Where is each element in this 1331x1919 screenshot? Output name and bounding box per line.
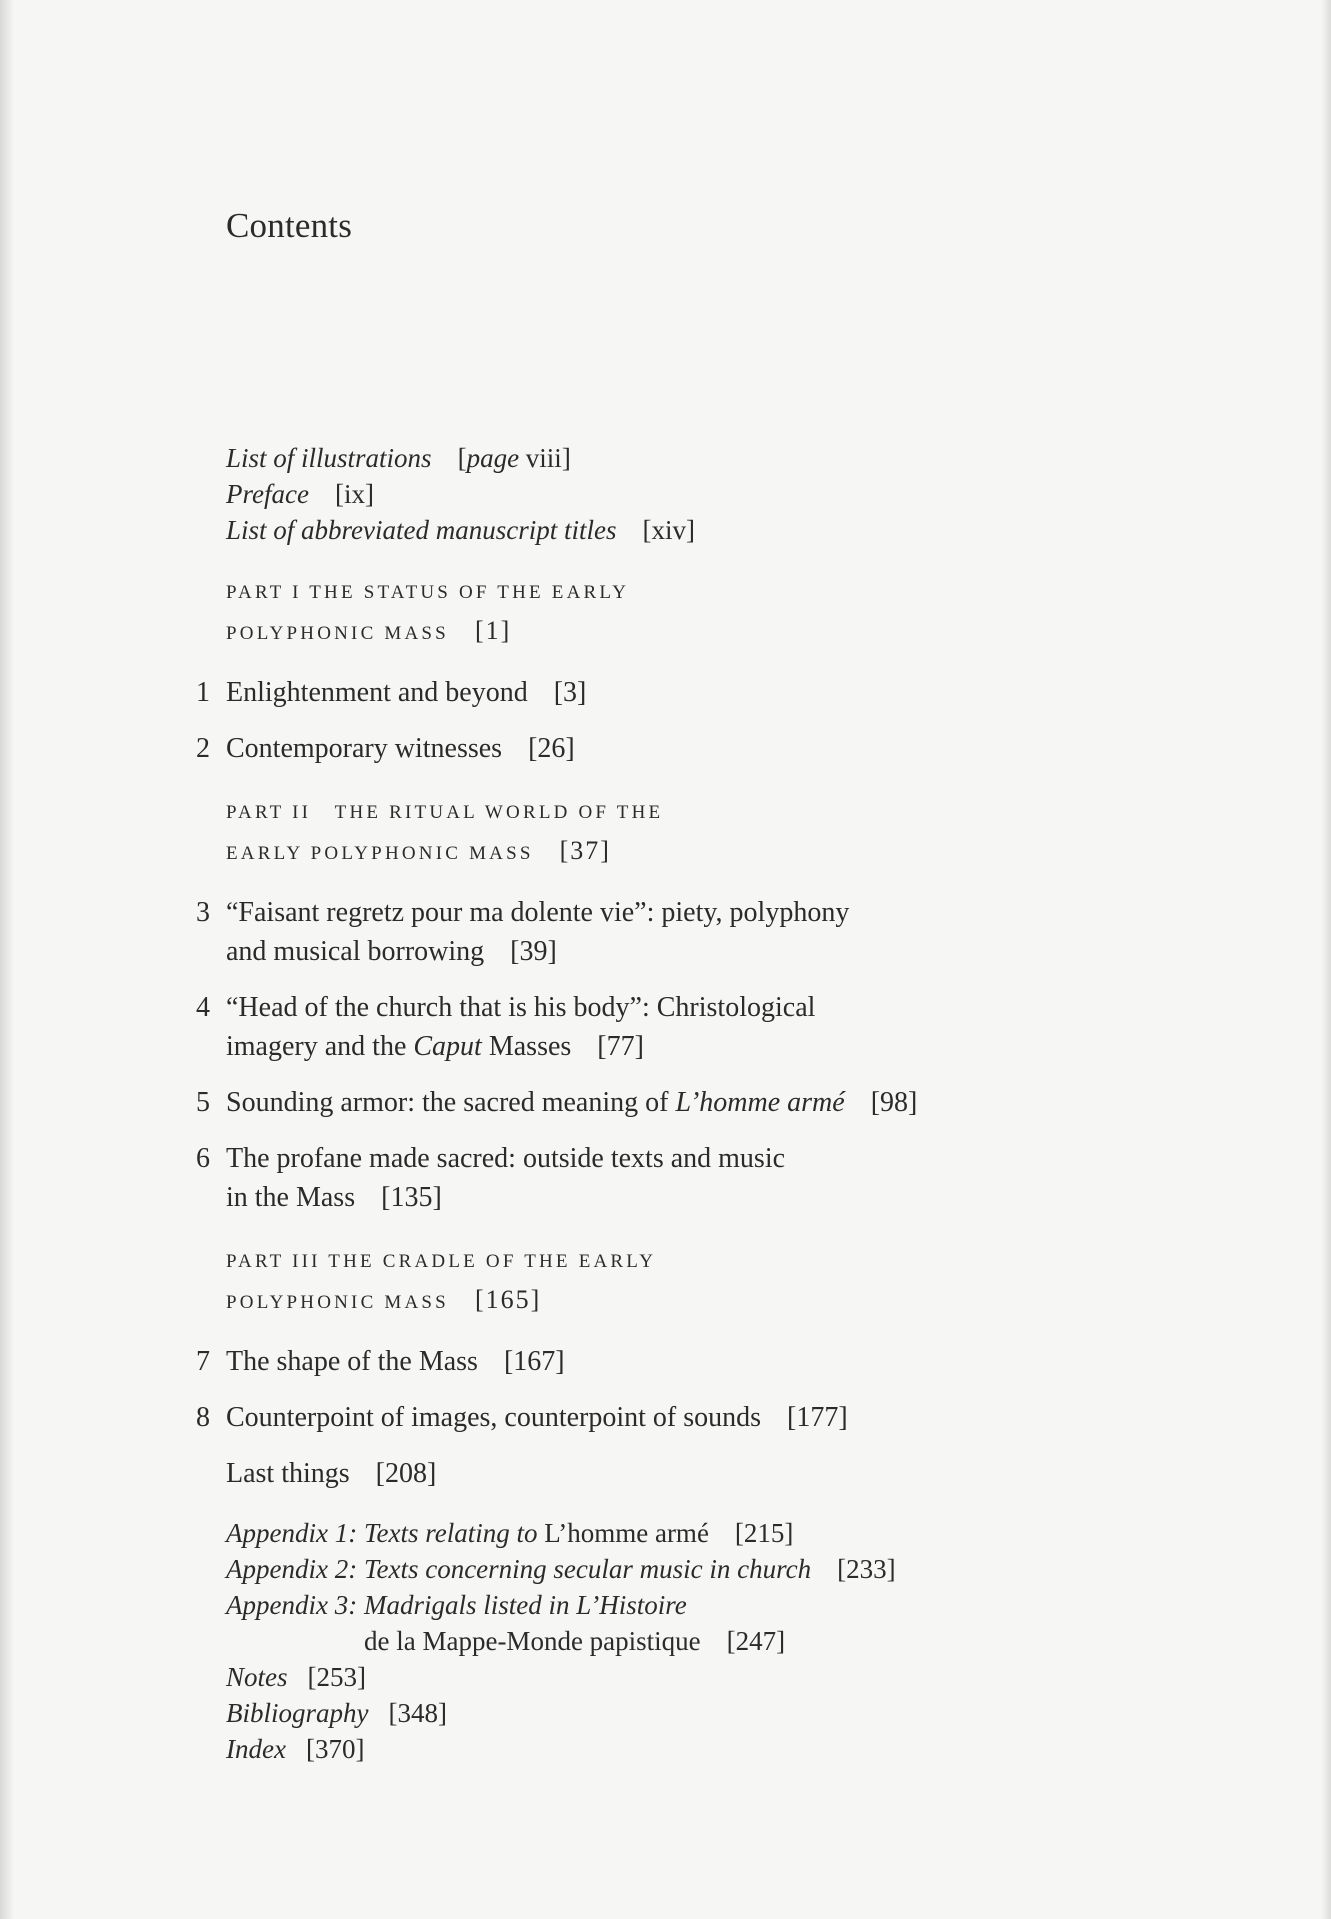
part-heading-line: EARLY POLYPHONIC MASS <box>226 843 534 864</box>
page-number: 3 <box>563 677 578 708</box>
entry-page: [xiv] <box>642 515 696 545</box>
table-of-contents <box>196 440 1226 1767</box>
toc-entry-appendix-3-cont <box>226 1623 1226 1659</box>
chapter-number: 7 <box>196 1346 210 1377</box>
toc-entry-appendix-3[interactable] <box>226 1587 1226 1623</box>
front-matter <box>226 440 1226 548</box>
page-number: 39 <box>519 936 548 967</box>
page-number: 165 <box>485 1285 531 1314</box>
entry-title: List of illustrations <box>226 443 432 473</box>
entry-page: [77] <box>597 1031 644 1062</box>
toc-entry-index[interactable] <box>226 1731 1226 1767</box>
page-number: ix <box>343 479 365 509</box>
page-number: 177 <box>796 1402 839 1433</box>
page-number: 233 <box>846 1554 887 1584</box>
entry-title: List of abbreviated manuscript titles <box>226 515 617 545</box>
page-number: 247 <box>735 1626 777 1656</box>
page-number: 348 <box>397 1698 438 1728</box>
toc-entry-illustrations[interactable] <box>226 440 1226 476</box>
page-label: page <box>466 443 520 473</box>
toc-entry-notes[interactable] <box>226 1659 1226 1695</box>
toc-entry-abbreviations[interactable] <box>226 512 1226 548</box>
entry-page: [177] <box>787 1402 848 1433</box>
part-heading-line: PART III THE CRADLE OF THE EARLY <box>226 1251 657 1272</box>
chapter-title-line: “Faisant regretz pour ma dolente vie”: piety, polyphony <box>226 897 850 928</box>
page-number: 98 <box>880 1087 909 1118</box>
toc-chapter-4[interactable] <box>196 988 1226 1066</box>
entry-title-italic: Appendix 1: Texts relating to <box>226 1518 538 1548</box>
chapter-number: 3 <box>196 897 210 928</box>
entry-page: [26] <box>528 733 575 764</box>
entry-page: [98] <box>870 1087 918 1118</box>
chapter-title: Contemporary witnesses <box>226 733 503 764</box>
entry-page: [165] <box>474 1285 542 1314</box>
entry-page: [348] <box>388 1698 447 1728</box>
chapter-number: 6 <box>196 1143 210 1174</box>
chapter-title: Sounding armor: the sacred meaning of <box>226 1087 676 1118</box>
entry-page: [370] <box>305 1734 365 1764</box>
toc-entry-bibliography[interactable] <box>226 1695 1226 1731</box>
entry-page: [208] <box>375 1458 437 1489</box>
entry-page: [253] <box>307 1662 367 1692</box>
chapter-title: The shape of the Mass <box>226 1346 478 1377</box>
entry-page: [233] <box>837 1554 896 1584</box>
entry-page: [167] <box>503 1346 565 1377</box>
entry-title: Bibliography <box>226 1698 369 1728</box>
part-heading-3[interactable] <box>226 1243 1226 1322</box>
entry-title: Appendix 2: Texts concerning secular music in church <box>226 1554 812 1584</box>
entry-title: Last things <box>226 1458 350 1489</box>
entry-title-roman: L’homme armé <box>537 1518 709 1548</box>
entry-title: Notes <box>226 1662 288 1692</box>
toc-chapter-6[interactable] <box>196 1139 1226 1217</box>
chapter-number: 4 <box>196 992 210 1023</box>
back-matter <box>226 1515 1226 1767</box>
chapter-number: 5 <box>196 1087 210 1118</box>
entry-page: [3] <box>553 677 587 708</box>
entry-title-continued: de la Mappe-Monde papistique <box>364 1626 701 1656</box>
toc-chapter-2[interactable] <box>196 729 1226 768</box>
page-number: 77 <box>606 1031 635 1062</box>
page-number: 253 <box>316 1662 358 1692</box>
page-number: 370 <box>314 1734 356 1764</box>
toc-entry-last-things[interactable] <box>226 1454 1226 1493</box>
part-heading-line: POLYPHONIC MASS <box>226 623 449 644</box>
page-number: 135 <box>390 1182 433 1213</box>
entry-page: [135] <box>381 1182 442 1213</box>
part-heading-1[interactable] <box>226 574 1226 653</box>
chapter-title-line: in the Mass <box>226 1182 356 1213</box>
toc-chapter-3[interactable] <box>196 893 1226 971</box>
chapter-title-italic: Caput <box>413 1031 482 1062</box>
page-number: 167 <box>513 1346 556 1377</box>
chapter-number: 8 <box>196 1402 210 1433</box>
page-edge-left <box>0 0 14 1919</box>
part-heading-line: PART I THE STATUS OF THE EARLY <box>226 582 630 603</box>
entry-page: [39] <box>510 936 557 967</box>
chapter-title-line: “Head of the church that is his body”: Christological <box>226 992 816 1023</box>
entry-page: [ix] <box>334 479 374 509</box>
page-edge-right <box>1321 0 1331 1919</box>
entry-page: [37] <box>559 836 611 865</box>
entry-page: [247] <box>726 1626 786 1656</box>
entry-title: Preface <box>226 479 309 509</box>
toc-chapter-8[interactable] <box>196 1398 1226 1437</box>
entry-title: Appendix 3: Madrigals listed in L’Histoire <box>226 1590 687 1620</box>
chapter-title: Enlightenment and beyond <box>226 677 528 708</box>
part-heading-line: PART II THE RITUAL WORLD OF THE <box>226 802 664 823</box>
toc-entry-appendix-1[interactable] <box>226 1515 1226 1551</box>
chapter-title: Counterpoint of images, counterpoint of sounds <box>226 1402 762 1433</box>
page-title: Contents <box>226 206 353 245</box>
page-number: xiv <box>651 515 687 545</box>
chapter-number: 2 <box>196 733 210 764</box>
page-number: viii <box>525 443 562 473</box>
chapter-number: 1 <box>196 677 210 708</box>
toc-chapter-5[interactable] <box>196 1083 1226 1122</box>
entry-page: [215] <box>734 1518 794 1548</box>
page-number: 1 <box>485 616 501 645</box>
chapter-title-line: imagery and the <box>226 1031 414 1062</box>
entry-title: Index <box>226 1734 286 1764</box>
page-number: 37 <box>570 836 601 865</box>
chapter-title-line: and musical borrowing <box>226 936 485 967</box>
toc-chapter-7[interactable] <box>196 1342 1226 1381</box>
entry-page: [1] <box>474 616 512 645</box>
entry-page: [page viii] <box>457 443 571 473</box>
toc-chapter-1[interactable] <box>196 673 1226 712</box>
chapter-title-italic: L’homme armé <box>675 1087 845 1118</box>
part-heading-line: POLYPHONIC MASS <box>226 1292 449 1313</box>
chapter-title-line: Masses <box>481 1031 572 1062</box>
part-heading-2[interactable] <box>226 794 1226 873</box>
page-number: 208 <box>385 1458 427 1489</box>
chapter-title-line: The profane made sacred: outside texts and music <box>226 1143 786 1174</box>
page-number: 215 <box>743 1518 785 1548</box>
page-number: 26 <box>537 733 566 764</box>
toc-entry-appendix-2[interactable] <box>226 1551 1226 1587</box>
toc-entry-preface[interactable] <box>226 476 1226 512</box>
